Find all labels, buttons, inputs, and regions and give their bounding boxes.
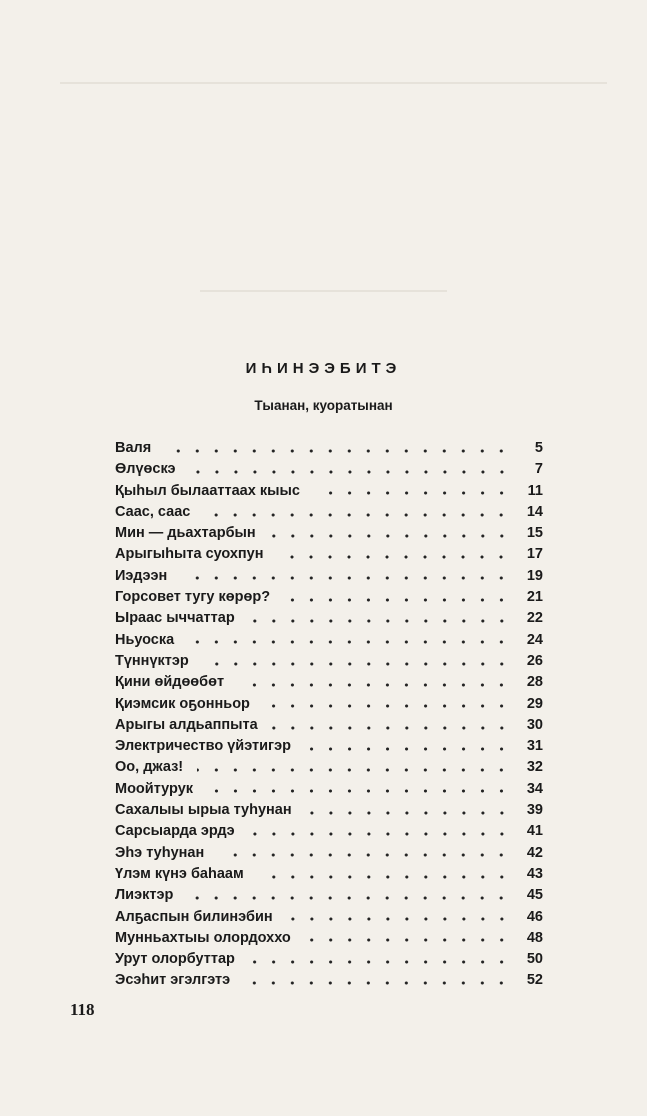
toc-entry-title: Лиэктэр [115,887,174,904]
dot-leader [258,875,511,879]
toc-entry [115,483,543,504]
toc-entry [115,674,543,695]
toc-entry-title: Арыгы алдьаппыта [115,716,258,733]
dot-leader [207,789,511,793]
toc-entry [115,440,543,461]
toc-entry [115,823,543,844]
toc-entry-title: Қини өйдөөбөт [115,674,225,691]
dot-leader [197,768,511,772]
toc-entry-page: 30 [526,716,543,733]
toc-entry-title: Валя [115,440,152,456]
toc-entry-title: Мунньахтыы олордоххо [115,929,291,946]
toc-entry-page: 14 [526,503,543,520]
toc-entry-title: Ыраас ыччаттар [115,610,235,627]
toc-entry-page: 45 [526,887,543,904]
toc-entry [115,866,543,887]
dot-leader [287,917,511,921]
toc-entry-title: Өлүөскэ [115,461,176,478]
dot-leader [314,491,511,495]
toc-entry [115,930,543,951]
toc-entry-page: 19 [526,567,543,584]
dot-leader [249,832,511,836]
toc-entry [115,696,543,717]
toc-entry [115,845,543,866]
toc-entry-page: 26 [526,652,543,669]
toc-entry-page: 43 [526,865,543,882]
dot-leader [244,981,511,985]
section-subtitle: Тыанан, куоратынан [254,398,393,413]
toc-entry [115,610,543,631]
toc-entry [115,972,543,993]
dot-leader [187,896,511,900]
toc-entry-page: 31 [526,738,543,755]
toc-entry-page: 41 [526,823,543,840]
toc-entry-title: Урут олорбуттар [115,951,235,968]
section-heading: ИҺИНЭЭБИТЭ [245,360,402,377]
page-number: 118 [70,1000,95,1019]
toc-entry [115,781,543,802]
dot-leader [305,747,511,751]
toc-entry-page: 42 [526,844,543,861]
toc-entry [115,887,543,908]
toc-entry-page: 48 [526,929,543,946]
toc-entry [115,632,543,653]
dot-leader [272,726,511,730]
toc-entry-page: 34 [526,780,543,797]
table-of-contents [115,440,543,994]
toc-entry-title: Оо, джаз! [115,759,184,776]
toc-entry-title: Эсэһит эгэлгэтэ [115,972,231,989]
bleed-through-line [60,82,607,84]
toc-entry [115,546,543,567]
toc-entry-title: Қиэмсик оҕонньор [115,695,250,712]
dot-leader [190,470,511,474]
toc-entry-title: Мин — дьахтарбын [115,525,256,542]
toc-entry-page: 22 [526,610,543,627]
toc-entry-title: Ньуоска [115,631,175,648]
toc-entry-page: 11 [527,482,543,499]
toc-entry-title: Қыһыл былааттаах кыыс [115,482,300,499]
bleed-through-line [200,290,447,292]
toc-entry-page: 29 [526,695,543,712]
toc-entry-page: 15 [526,525,543,542]
toc-entry [115,653,543,674]
toc-entry-title: Горсовет тугу көрөр? [115,589,271,606]
dot-leader [277,555,511,559]
toc-entry-title: Үлэм күнэ баһаам [115,865,244,882]
dot-leader [305,938,511,942]
toc-entry-title: Түннүктэр [115,652,189,669]
dot-leader [249,619,511,623]
toc-entry-title: Иэдээн [115,567,168,584]
dot-leader [181,576,511,580]
toc-entry [115,504,543,525]
toc-entry-title: Саас, саас [115,503,191,520]
dot-leader [284,598,511,602]
toc-entry-title: Электричество үйэтигэр [115,738,291,755]
toc-entry [115,909,543,930]
toc-entry-page: 39 [526,802,543,819]
toc-entry [115,738,543,759]
dot-leader [264,704,511,708]
toc-entry [115,525,543,546]
toc-entry-page: 17 [526,546,543,563]
dot-leader [306,811,511,815]
toc-entry-page: 32 [526,759,543,776]
toc-entry-title: Сарсыарда эрдэ [115,823,235,840]
toc-entry [115,589,543,610]
dot-leader [165,449,511,453]
toc-entry-page: 7 [534,461,543,478]
toc-entry-title: Сахалыы ырыа туһунан [115,802,292,819]
dot-leader [204,513,511,517]
toc-entry [115,951,543,972]
toc-entry-page: 24 [526,631,543,648]
toc-entry-page: 21 [526,589,543,606]
toc-entry-title: Арыгыһыта суохпун [115,546,264,563]
toc-entry [115,802,543,823]
toc-entry [115,759,543,780]
toc-entry-page: 28 [526,674,543,691]
dot-leader [218,853,511,857]
dot-leader [188,640,511,644]
toc-entry-page: 50 [526,951,543,968]
toc-entry [115,568,543,589]
dot-leader [238,683,511,687]
toc-entry-page: 5 [534,440,543,456]
toc-entry [115,717,543,738]
toc-entry [115,461,543,482]
dot-leader [203,662,511,666]
dot-leader [249,960,511,964]
toc-entry-title: Моойтурук [115,780,194,797]
toc-entry-title: Алҕаспын билинэбин [115,908,273,925]
toc-entry-page: 52 [526,972,543,989]
dot-leader [270,534,511,538]
toc-entry-title: Эһэ туһунан [115,844,205,861]
toc-entry-page: 46 [526,908,543,925]
